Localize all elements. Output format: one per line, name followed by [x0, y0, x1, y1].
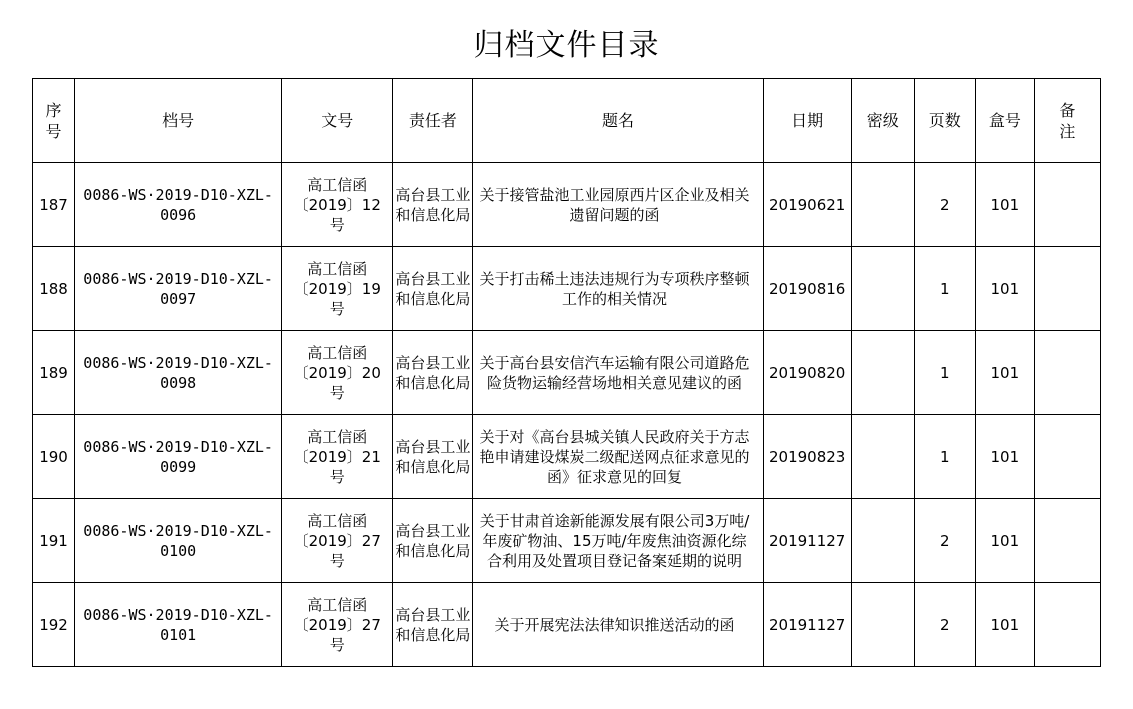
- header-box: 盒号: [975, 79, 1034, 163]
- table-row: [33, 331, 1101, 415]
- cell-box: 101: [975, 583, 1034, 667]
- header-date: 日期: [763, 79, 851, 163]
- cell-date: 20190621: [763, 163, 851, 247]
- page-title: 归档文件目录: [473, 28, 660, 63]
- cell-responsible: 高台县工业和信息化局: [393, 499, 473, 583]
- cell-responsible: 高台县工业和信息化局: [393, 583, 473, 667]
- header-doc-no: 文号: [282, 79, 393, 163]
- cell-file-no: [75, 415, 282, 499]
- cell-subject: 关于对《高台县城关镇人民政府关于方志艳申请建设煤炭二级配送网点征求意见的函》征求意见的回复: [473, 415, 763, 499]
- file-no-part: 0086-WS·2019-D10-XZL-: [83, 437, 273, 456]
- table-row: [33, 499, 1101, 583]
- cell-security: [851, 163, 914, 247]
- cell-security: [851, 415, 914, 499]
- cell-box: 101: [975, 163, 1034, 247]
- file-no-part: 0101: [160, 625, 197, 644]
- cell-security: [851, 499, 914, 583]
- header-seq: [33, 79, 75, 163]
- file-no-part: 0086-WS·2019-D10-XZL-: [83, 353, 273, 372]
- cell-subject: 关于甘肃首途新能源发展有限公司3万吨/年废矿物油、15万吨/年废焦油资源化综合利用及处置项目登记备案延期的说明: [473, 499, 763, 583]
- header-note-label: 备注: [1059, 100, 1076, 141]
- table-row: [33, 583, 1101, 667]
- table-row: [33, 163, 1101, 247]
- table-header-row: [33, 79, 1101, 163]
- doc-no-part: 高工信函: [307, 511, 368, 530]
- cell-pages: 2: [914, 583, 975, 667]
- cell-seq: 190: [33, 415, 75, 499]
- file-no-part: 0086-WS·2019-D10-XZL-: [83, 605, 273, 624]
- header-file-no: 档号: [75, 79, 282, 163]
- cell-note: [1034, 247, 1100, 331]
- cell-responsible: 高台县工业和信息化局: [393, 163, 473, 247]
- doc-no-part: 〔2019〕19号: [293, 279, 381, 318]
- cell-pages: 2: [914, 499, 975, 583]
- file-no-part: 0086-WS·2019-D10-XZL-: [83, 185, 273, 204]
- cell-date: 20191127: [763, 583, 851, 667]
- file-no-part: 0097: [160, 289, 197, 308]
- cell-file-no: [75, 583, 282, 667]
- file-no-part: 0086-WS·2019-D10-XZL-: [83, 269, 273, 288]
- cell-responsible: 高台县工业和信息化局: [393, 247, 473, 331]
- file-no-part: 0098: [160, 373, 197, 392]
- cell-box: 101: [975, 247, 1034, 331]
- cell-responsible: 高台县工业和信息化局: [393, 415, 473, 499]
- cell-security: [851, 583, 914, 667]
- cell-doc-no: [282, 415, 393, 499]
- header-responsible: 责任者: [393, 79, 473, 163]
- header-note: [1034, 79, 1100, 163]
- cell-file-no: [75, 247, 282, 331]
- doc-no-part: 高工信函: [307, 175, 368, 194]
- cell-doc-no: [282, 331, 393, 415]
- header-security: 密级: [851, 79, 914, 163]
- cell-pages: 1: [914, 415, 975, 499]
- cell-seq: 188: [33, 247, 75, 331]
- doc-no-part: 〔2019〕20号: [293, 363, 381, 402]
- doc-no-part: 高工信函: [307, 595, 368, 614]
- cell-box: 101: [975, 499, 1034, 583]
- file-no-part: 0099: [160, 457, 197, 476]
- cell-date: 20190820: [763, 331, 851, 415]
- cell-doc-no: [282, 499, 393, 583]
- cell-security: [851, 331, 914, 415]
- header-seq-label: 序号: [45, 100, 62, 141]
- doc-no-part: 〔2019〕21号: [293, 447, 381, 486]
- cell-responsible: 高台县工业和信息化局: [393, 331, 473, 415]
- doc-no-part: 〔2019〕12号: [293, 195, 381, 234]
- doc-no-part: 高工信函: [307, 259, 368, 278]
- doc-no-part: 〔2019〕27号: [293, 615, 381, 654]
- table-row: [33, 247, 1101, 331]
- file-no-part: 0096: [160, 205, 197, 224]
- cell-subject: 关于接管盐池工业园原西片区企业及相关遗留问题的函: [473, 163, 763, 247]
- doc-no-part: 高工信函: [307, 343, 368, 362]
- cell-seq: 187: [33, 163, 75, 247]
- header-subject: 题名: [473, 79, 763, 163]
- header-pages: 页数: [914, 79, 975, 163]
- table-row: [33, 415, 1101, 499]
- cell-pages: 1: [914, 247, 975, 331]
- cell-date: 20190823: [763, 415, 851, 499]
- cell-pages: 2: [914, 163, 975, 247]
- cell-subject: 关于开展宪法法律知识推送活动的函: [473, 583, 763, 667]
- file-no-part: 0100: [160, 541, 197, 560]
- cell-doc-no: [282, 583, 393, 667]
- cell-seq: 191: [33, 499, 75, 583]
- archive-catalog-table: [32, 78, 1101, 667]
- cell-doc-no: [282, 247, 393, 331]
- cell-date: 20191127: [763, 499, 851, 583]
- cell-note: [1034, 583, 1100, 667]
- cell-box: 101: [975, 331, 1034, 415]
- cell-security: [851, 247, 914, 331]
- cell-subject: 关于高台县安信汽车运输有限公司道路危险货物运输经营场地相关意见建议的函: [473, 331, 763, 415]
- doc-no-part: 〔2019〕27号: [293, 531, 381, 570]
- cell-doc-no: [282, 163, 393, 247]
- cell-note: [1034, 499, 1100, 583]
- cell-seq: 189: [33, 331, 75, 415]
- cell-date: 20190816: [763, 247, 851, 331]
- cell-box: 101: [975, 415, 1034, 499]
- cell-file-no: [75, 163, 282, 247]
- cell-pages: 1: [914, 331, 975, 415]
- cell-subject: 关于打击稀土违法违规行为专项秩序整顿工作的相关情况: [473, 247, 763, 331]
- cell-note: [1034, 415, 1100, 499]
- cell-seq: 192: [33, 583, 75, 667]
- cell-note: [1034, 331, 1100, 415]
- cell-note: [1034, 163, 1100, 247]
- file-no-part: 0086-WS·2019-D10-XZL-: [83, 521, 273, 540]
- cell-file-no: [75, 331, 282, 415]
- doc-no-part: 高工信函: [307, 427, 368, 446]
- cell-file-no: [75, 499, 282, 583]
